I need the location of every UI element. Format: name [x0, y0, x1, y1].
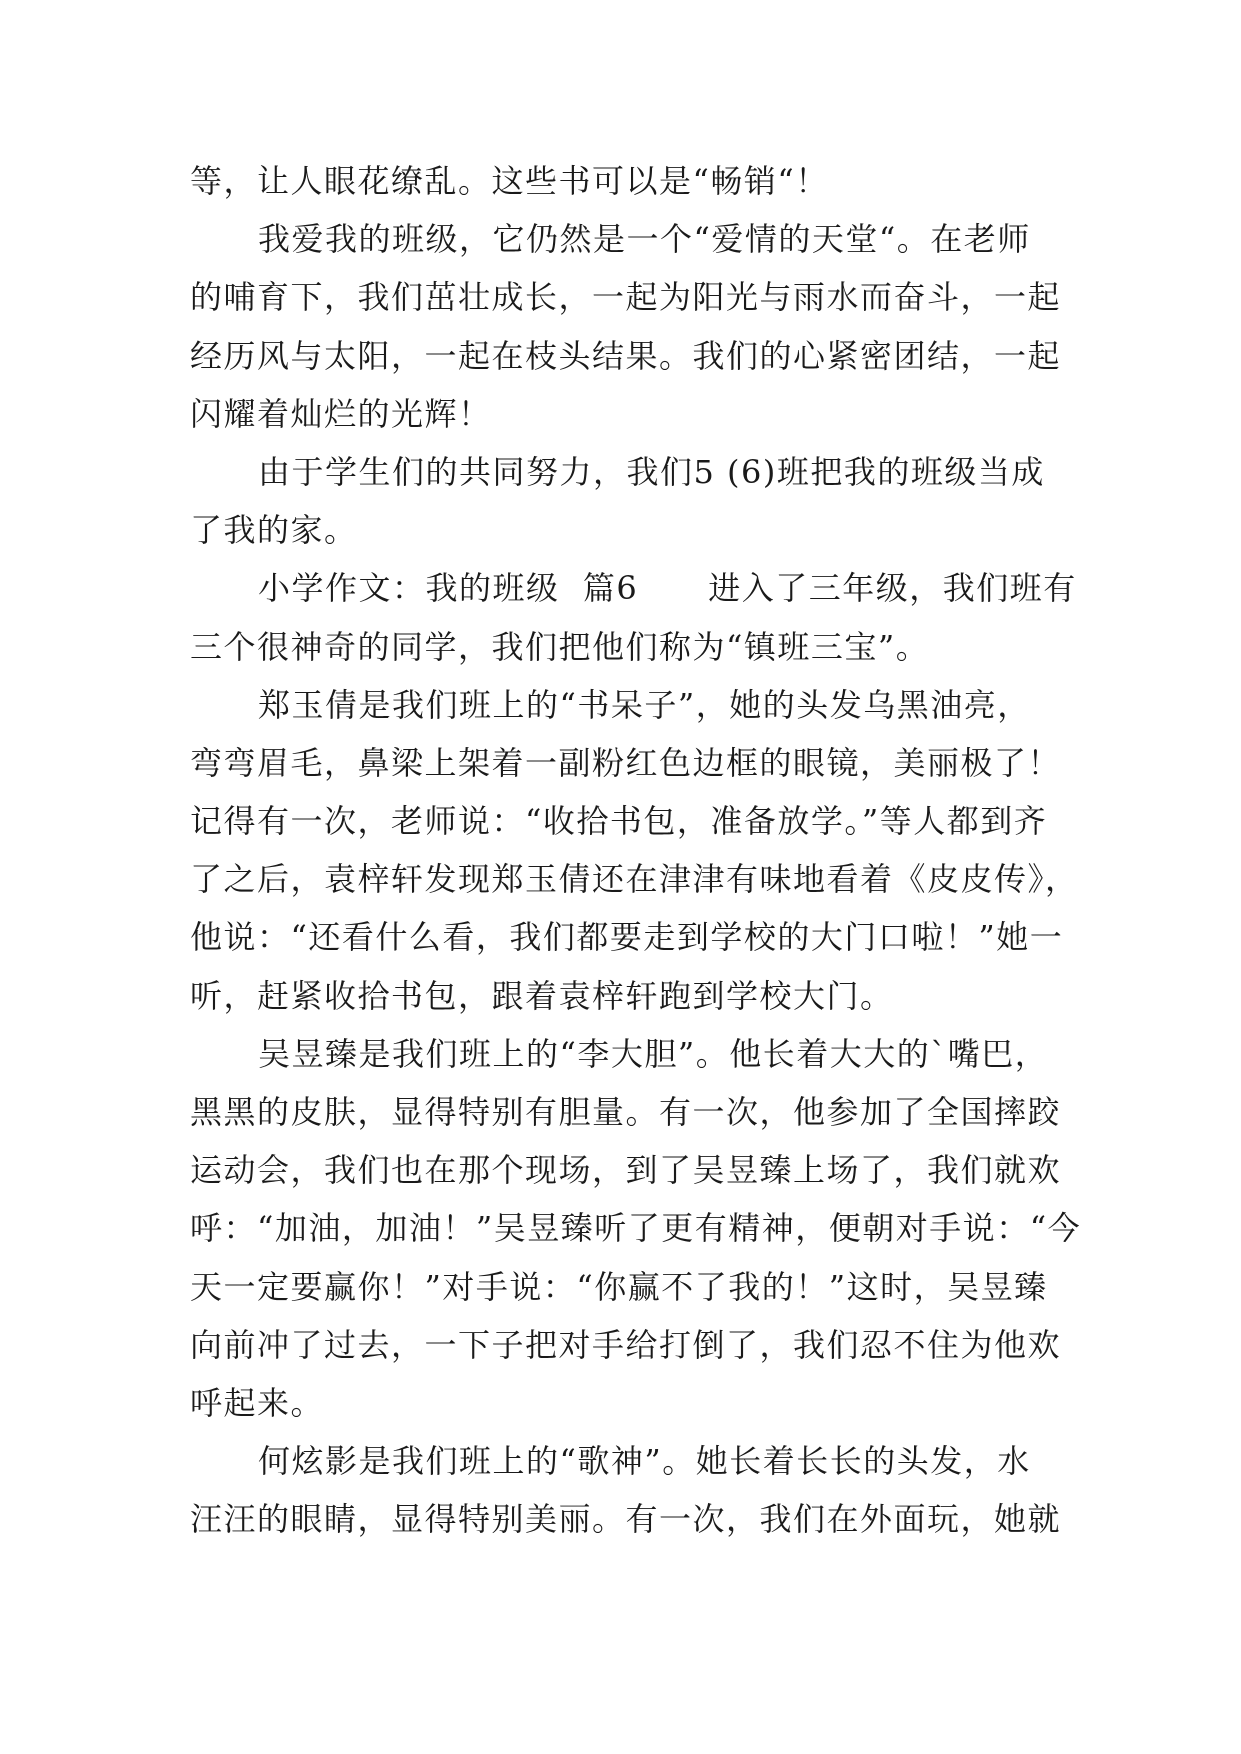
text-line: 我爱我的班级，它仍然是一个“爱情的天堂“。在老师 — [258, 220, 1031, 259]
text-line: 了之后，袁梓轩发现郑玉倩还在津津有味地看着《皮皮传》， — [190, 860, 1079, 899]
text-line: 运动会，我们也在那个现场，到了吴昱臻上场了，我们就欢 — [190, 1151, 1062, 1190]
text-line: 郑玉倩是我们班上的“书呆子”，她的头发乌黑油亮， — [258, 685, 1031, 724]
text-line: 听，赶紧收拾书包，跟着袁梓轩跑到学校大门。 — [190, 976, 894, 1015]
text-line: 记得有一次，老师说：“收拾书包，准备放学。”等人都到齐 — [190, 802, 1048, 841]
text-line: 呼：“加油，加油！”吴昱臻听了更有精神，便朝对手说：“今 — [190, 1209, 1082, 1248]
essay-text-block — [190, 152, 1082, 1549]
text-line: 小学作文：我的班级 篇6 进入了三年级，我们班有 — [258, 569, 1077, 608]
text-line: 了我的家。 — [190, 511, 358, 550]
text-line: 闪耀着灿烂的光辉！ — [190, 394, 492, 433]
text-line: 弯弯眉毛，鼻梁上架着一副粉红色边框的眼镜，美丽极了！ — [190, 743, 1062, 782]
text-line: 经历风与太阳，一起在枝头结果。我们的心紧密团结，一起 — [190, 336, 1062, 375]
text-line: 他说：“还看什么看，我们都要走到学校的大门口啦！”她一 — [190, 918, 1064, 957]
text-line: 天一定要赢你！”对手说：“你赢不了我的！”这时，吴昱臻 — [190, 1267, 1048, 1306]
text-line: 吴昱臻是我们班上的“李大胆”。他长着大大的`嘴巴， — [258, 1034, 1049, 1073]
text-line: 汪汪的眼睛，显得特别美丽。有一次，我们在外面玩，她就 — [190, 1500, 1062, 1539]
text-line: 黑黑的皮肤，显得特别有胆量。有一次，他参加了全国摔跤 — [190, 1093, 1062, 1131]
text-line: 向前冲了过去，一下子把对手给打倒了，我们忍不住为他欢 — [190, 1325, 1062, 1364]
text-line: 的哺育下，我们茁壮成长，一起为阳光与雨水而奋斗，一起 — [190, 278, 1062, 317]
text-line: 等，让人眼花缭乱。这些书可以是“畅销“！ — [190, 162, 829, 200]
text-line: 呼起来。 — [190, 1383, 325, 1422]
text-line: 由于学生们的共同努力，我们5 (6)班把我的班级当成 — [258, 452, 1045, 491]
text-line: 何炫影是我们班上的“歌神”。她长着长长的头发，水 — [258, 1442, 1031, 1481]
text-line: 三个很神奇的同学，我们把他们称为“镇班三宝”。 — [190, 627, 930, 666]
